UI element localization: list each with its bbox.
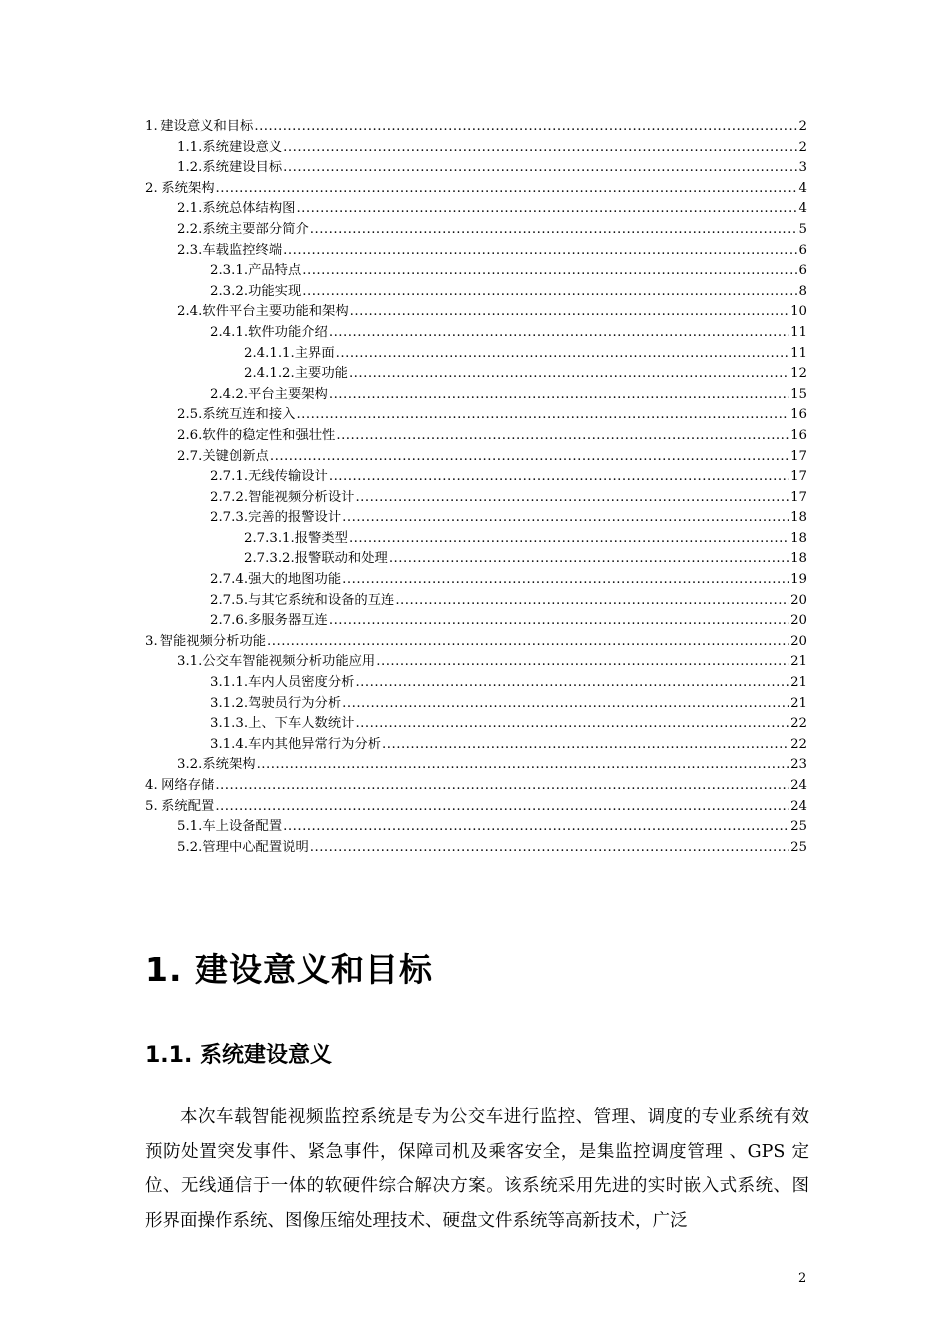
toc-entry-number: 2.4. — [177, 304, 203, 320]
toc-entry[interactable] — [145, 776, 807, 797]
toc-entry-page: 4 — [798, 180, 807, 196]
toc-entry-number: 5.2. — [177, 839, 203, 855]
toc-entry-number: 1.2. — [177, 160, 203, 176]
toc-leader-dots — [216, 179, 798, 200]
toc-leader-dots — [310, 220, 798, 241]
toc-entry-title: 系统建设目标 — [202, 160, 283, 176]
toc-entry-number: 2.7.1. — [210, 469, 249, 485]
toc-leader-dots — [395, 591, 789, 612]
toc-entry-page: 6 — [798, 263, 807, 279]
toc-entry[interactable] — [145, 714, 807, 735]
toc-leader-dots — [342, 570, 789, 591]
toc-entry-number: 2.5. — [177, 407, 203, 423]
toc-leader-dots — [257, 755, 790, 776]
toc-entry-page: 6 — [798, 242, 807, 258]
heading-level-2: 1.1. 系统建设意义 — [145, 1043, 332, 1068]
toc-entry-number: 2.4.1.2. — [244, 366, 295, 382]
toc-leader-dots — [355, 488, 789, 509]
toc-entry-page: 11 — [790, 324, 807, 340]
toc-entry-title: 上、下车人数统计 — [248, 716, 355, 732]
toc-leader-dots — [310, 838, 789, 859]
toc-entry-title: 系统配置 — [161, 798, 215, 814]
toc-entry-page: 16 — [790, 407, 807, 423]
toc-leader-dots — [389, 549, 789, 570]
toc-entry-title: 完善的报警设计 — [248, 510, 342, 526]
toc-entry-title: 系统建设意义 — [202, 139, 283, 155]
toc-leader-dots — [382, 735, 789, 756]
toc-entry-number: 1. — [145, 119, 158, 134]
toc-entry-number: 3.1.3. — [210, 716, 249, 732]
toc-entry-title: 智能视频分析设计 — [248, 489, 355, 505]
toc-entry-page: 4 — [798, 201, 807, 217]
toc-entry-page: 17 — [790, 489, 807, 505]
toc-leader-dots — [302, 282, 797, 303]
toc-entry-title: 建设意义和目标 — [160, 119, 254, 134]
toc-entry[interactable] — [145, 158, 807, 179]
toc-leader-dots — [355, 714, 789, 735]
toc-leader-dots — [215, 776, 789, 797]
toc-entry-page: 12 — [790, 366, 807, 382]
toc-entry-number: 2.7.3. — [210, 510, 249, 526]
toc-entry-title: 软件平台主要功能和架构 — [202, 304, 349, 320]
toc-entry-title: 系统主要部分简介 — [202, 221, 309, 237]
toc-leader-dots — [349, 364, 789, 385]
toc-entry-page: 20 — [790, 592, 807, 608]
toc-entry[interactable] — [145, 179, 807, 200]
toc-leader-dots — [283, 817, 789, 838]
toc-entry-title: 车上设备配置 — [202, 819, 283, 835]
toc-entry[interactable] — [145, 302, 807, 323]
toc-entry-number: 3.1. — [177, 654, 203, 670]
toc-leader-dots — [349, 529, 789, 550]
toc-entry-number: 2.3. — [177, 242, 203, 258]
toc-entry-number: 2.7. — [177, 448, 203, 464]
toc-entry-page: 25 — [790, 819, 807, 835]
heading-level-1: 1. 建设意义和目标 — [145, 950, 433, 989]
toc-entry-title: 软件功能介绍 — [248, 324, 328, 340]
toc-entry-number: 2.7.6. — [210, 613, 249, 629]
toc-leader-dots — [329, 323, 789, 344]
toc-entry-number: 2.7.3.1. — [244, 530, 295, 546]
toc-leader-dots — [336, 426, 789, 447]
toc-entry-page: 21 — [790, 654, 807, 670]
toc-entry-number: 2.4.1. — [210, 324, 249, 340]
toc-entry[interactable] — [145, 797, 807, 818]
toc-entry[interactable] — [145, 508, 807, 529]
toc-entry-number: 2.4.2. — [210, 386, 249, 402]
toc-leader-dots — [342, 508, 789, 529]
toc-leader-dots — [267, 632, 789, 653]
toc-entry-page: 23 — [790, 757, 807, 773]
toc-leader-dots — [283, 241, 797, 262]
toc-entry[interactable] — [145, 652, 807, 673]
toc-entry[interactable] — [145, 467, 807, 488]
toc-entry-page: 24 — [790, 798, 807, 814]
toc-entry-page: 21 — [790, 695, 807, 711]
toc-entry-number: 3.1.4. — [210, 736, 249, 752]
toc-entry-title: 车内其他异常行为分析 — [248, 736, 382, 752]
toc-entry-title: 软件的稳定性和强壮性 — [202, 427, 336, 443]
toc-entry-page: 24 — [790, 778, 807, 793]
toc-entry-title: 智能视频分析功能 — [159, 633, 267, 649]
toc-entry-title: 功能实现 — [248, 283, 302, 299]
toc-entry-number: 3.2. — [177, 757, 203, 773]
toc-entry-title: 驾驶员行为分析 — [248, 695, 342, 711]
toc-entry-title: 平台主要架构 — [248, 386, 328, 402]
toc-entry-title: 系统总体结构图 — [202, 201, 296, 217]
toc-leader-dots — [342, 694, 789, 715]
toc-leader-dots — [355, 673, 789, 694]
toc-entry-number: 2.3.1. — [210, 263, 249, 279]
toc-entry[interactable] — [145, 117, 807, 138]
toc-entry-page: 22 — [790, 736, 807, 752]
toc-entry[interactable] — [145, 241, 807, 262]
toc-entry[interactable] — [145, 344, 807, 365]
toc-entry-number: 3.1.1. — [210, 675, 249, 691]
toc-leader-dots — [270, 447, 789, 468]
toc-entry-page: 18 — [790, 530, 807, 546]
toc-leader-dots — [350, 302, 789, 323]
toc-entry-number: 3.1.2. — [210, 695, 249, 711]
toc-entry-number: 2.7.5. — [210, 592, 249, 608]
toc-entry-page: 20 — [790, 613, 807, 629]
toc-entry-title: 产品特点 — [248, 263, 302, 279]
toc-entry-page: 18 — [790, 510, 807, 526]
toc-entry-page: 10 — [790, 304, 807, 320]
toc-entry[interactable] — [145, 817, 807, 838]
toc-entry-page: 11 — [790, 345, 807, 361]
toc-entry[interactable] — [145, 735, 807, 756]
toc-leader-dots — [283, 158, 797, 179]
toc-entry-title: 网络存储 — [161, 778, 215, 793]
toc-entry-page: 8 — [798, 283, 807, 299]
toc-leader-dots — [296, 199, 797, 220]
toc-entry[interactable] — [145, 261, 807, 282]
toc-entry[interactable] — [145, 447, 807, 468]
toc-entry-number: 4. — [145, 778, 158, 793]
toc-entry-page: 21 — [790, 675, 807, 691]
toc-entry-page: 18 — [790, 551, 807, 567]
toc-entry-number: 1.1. — [177, 139, 203, 155]
toc-entry-page: 22 — [790, 716, 807, 732]
toc-entry-page: 5 — [798, 221, 807, 237]
toc-entry-title: 关键创新点 — [202, 448, 269, 464]
toc-leader-dots — [215, 797, 789, 818]
toc-entry-title: 管理中心配置说明 — [202, 839, 309, 855]
toc-entry-title: 系统架构 — [202, 757, 256, 773]
toc-entry[interactable] — [145, 549, 807, 570]
toc-entry-page: 17 — [790, 469, 807, 485]
toc-entry[interactable] — [145, 673, 807, 694]
toc-entry-title: 车载监控终端 — [202, 242, 283, 258]
toc-entry-number: 2. — [145, 180, 158, 196]
toc-entry-number: 2.2. — [177, 221, 203, 237]
toc-entry[interactable] — [145, 364, 807, 385]
toc-entry-title: 报警联动和处理 — [294, 551, 388, 567]
toc-leader-dots — [302, 261, 797, 282]
toc-entry-page: 2 — [798, 119, 807, 134]
toc-entry[interactable] — [145, 591, 807, 612]
toc-entry-title: 系统架构 — [161, 180, 215, 196]
body-paragraph: 本次车载智能视频监控系统是专为公交车进行监控、管理、调度的专业系统有效预防处置突发事件、紧急事件，保障司机及乘客安全，是集监控调度管理 、GPS 定位、无线通信于一体的软硬件综合解决方案。该系统采用先进的实时嵌入式系统、图形界面操作系统、图像压缩处理技术、硬盘文件系统等高新技术，广泛 — [145, 1107, 809, 1231]
toc-entry-number: 5. — [145, 798, 158, 814]
toc-entry[interactable] — [145, 529, 807, 550]
toc-leader-dots — [254, 117, 797, 138]
table-of-contents — [145, 117, 807, 858]
toc-entry-title: 多服务器互连 — [248, 613, 328, 629]
toc-entry-number: 2.1. — [177, 201, 203, 217]
toc-entry[interactable] — [145, 570, 807, 591]
page-number: 2 — [798, 1271, 807, 1286]
toc-leader-dots — [329, 611, 789, 632]
toc-entry-number: 2.7.2. — [210, 489, 249, 505]
toc-entry[interactable] — [145, 694, 807, 715]
toc-entry[interactable] — [145, 199, 807, 220]
toc-entry-page: 15 — [790, 386, 807, 402]
toc-entry-title: 报警类型 — [294, 530, 348, 546]
toc-entry-number: 2.6. — [177, 427, 203, 443]
toc-entry[interactable] — [145, 611, 807, 632]
toc-leader-dots — [329, 467, 789, 488]
toc-entry-number: 2.7.4. — [210, 572, 249, 588]
toc-entry-title: 无线传输设计 — [248, 469, 328, 485]
toc-entry-page: 16 — [790, 427, 807, 443]
toc-leader-dots — [329, 385, 789, 406]
toc-entry-title: 系统互连和接入 — [202, 407, 296, 423]
toc-entry[interactable] — [145, 138, 807, 159]
toc-entry[interactable] — [145, 632, 807, 653]
toc-entry-page: 2 — [798, 139, 807, 155]
toc-leader-dots — [296, 405, 789, 426]
toc-entry-title: 公交车智能视频分析功能应用 — [202, 654, 376, 670]
toc-entry[interactable] — [145, 426, 807, 447]
toc-entry-page: 17 — [790, 448, 807, 464]
toc-entry-title: 主界面 — [294, 345, 335, 361]
toc-entry[interactable] — [145, 488, 807, 509]
toc-entry-page: 19 — [790, 572, 807, 588]
toc-entry[interactable] — [145, 323, 807, 344]
toc-entry[interactable] — [145, 838, 807, 859]
toc-entry-number: 3. — [145, 633, 158, 649]
toc-entry-number: 2.3.2. — [210, 283, 249, 299]
toc-entry-page: 25 — [790, 839, 807, 855]
toc-entry[interactable] — [145, 282, 807, 303]
toc-entry-title: 主要功能 — [294, 366, 348, 382]
toc-entry-number: 2.7.3.2. — [244, 551, 295, 567]
toc-entry[interactable] — [145, 385, 807, 406]
toc-entry-number: 2.4.1.1. — [244, 345, 295, 361]
toc-entry[interactable] — [145, 405, 807, 426]
toc-leader-dots — [336, 344, 789, 365]
toc-entry-page: 3 — [798, 160, 807, 176]
toc-leader-dots — [376, 652, 789, 673]
toc-entry-title: 强大的地图功能 — [248, 572, 342, 588]
toc-entry-title: 与其它系统和设备的互连 — [248, 592, 395, 608]
toc-entry[interactable] — [145, 220, 807, 241]
toc-entry-page: 20 — [790, 633, 807, 649]
toc-entry-number: 5.1. — [177, 819, 203, 835]
toc-leader-dots — [283, 138, 797, 159]
toc-entry-title: 车内人员密度分析 — [248, 675, 355, 691]
toc-entry[interactable] — [145, 755, 807, 776]
